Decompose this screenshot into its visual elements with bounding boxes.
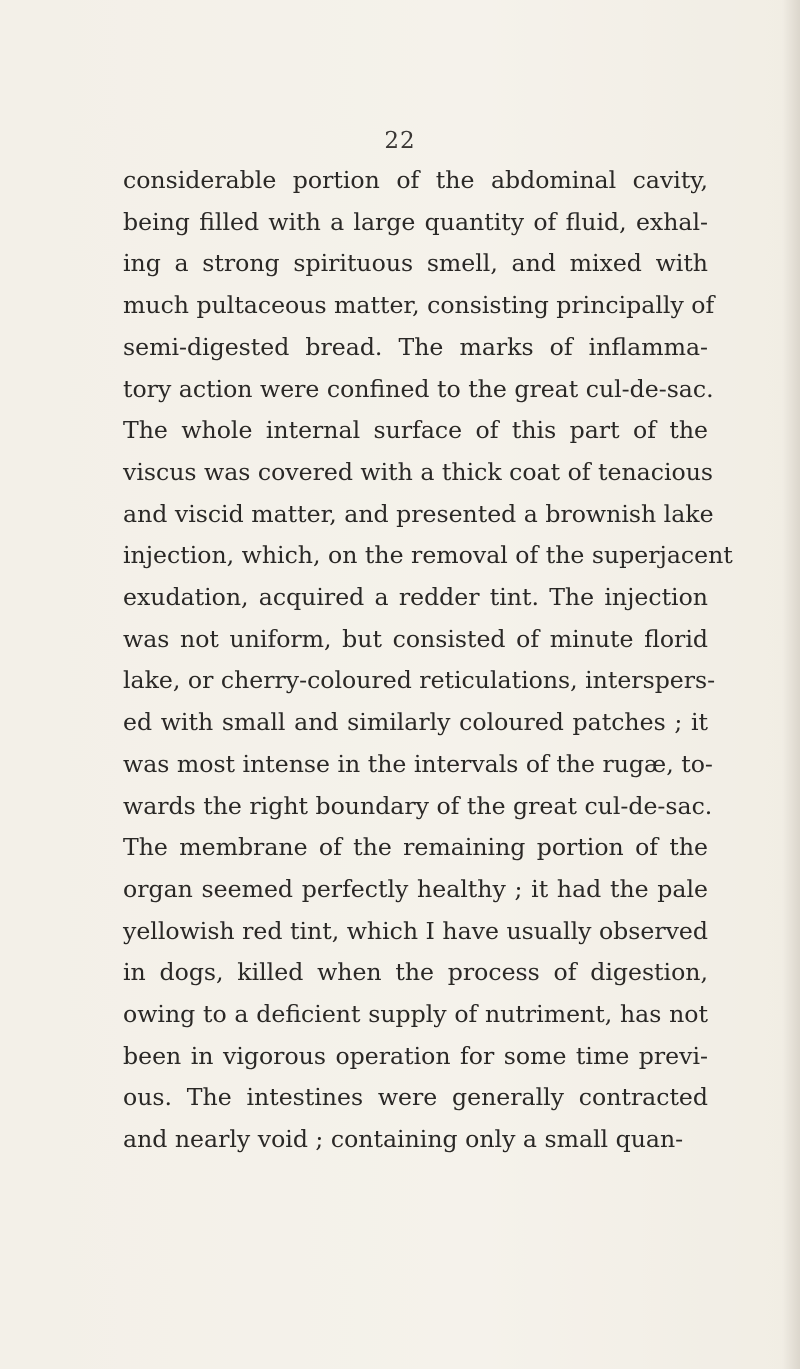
text-line: ed with small and similarly coloured patches ; it <box>123 708 708 737</box>
text-line: in dogs, killed when the process of digestion, <box>123 958 708 987</box>
text-line: viscus was covered with a thick coat of tenacious <box>123 457 714 486</box>
text-line: The membrane of the remaining portion of the <box>123 833 708 862</box>
text-line: being filled with a large quantity of fluid, exhal- <box>123 207 708 236</box>
text-line: and nearly void ; containing only a small quan- <box>123 1125 684 1154</box>
text-line: was not uniform, but consisted of minute florid <box>123 624 708 653</box>
text-line: was most intense in the intervals of the rugæ, to- <box>123 749 713 778</box>
page-edge-shadow <box>782 0 800 1369</box>
text-line: exudation, acquired a redder tint. The injection <box>123 583 708 612</box>
text-line: been in vigorous operation for some time previ- <box>123 1041 708 1070</box>
body-text <box>123 160 733 1161</box>
text-line: much pultaceous matter, consisting principally of <box>123 291 715 320</box>
text-line: wards the right boundary of the great cul-de-sac. <box>123 791 713 820</box>
text-line: owing to a deficient supply of nutriment, has not <box>123 1000 708 1029</box>
text-line: The whole internal surface of this part of the <box>123 416 708 445</box>
text-line: considerable portion of the abdominal cavity, <box>123 166 708 194</box>
text-line: ing a strong spirituous smell, and mixed with <box>123 249 708 278</box>
text-line: yellowish red tint, which I have usually observed <box>123 916 708 945</box>
text-line: tory action were confined to the great cul-de-sac. <box>123 374 714 403</box>
text-line: organ seemed perfectly healthy ; it had the pale <box>123 874 708 903</box>
text-line: and viscid matter, and presented a brownish lake <box>123 499 714 528</box>
page-number: 22 <box>384 128 416 154</box>
text-line: lake, or cherry-coloured reticulations, interspers- <box>123 666 716 695</box>
text-line: semi-digested bread. The marks of inflamma- <box>123 332 708 361</box>
text-line: injection, which, on the removal of the superjacent <box>123 541 733 570</box>
text-line: ous. The intestines were generally contracted <box>123 1083 708 1112</box>
